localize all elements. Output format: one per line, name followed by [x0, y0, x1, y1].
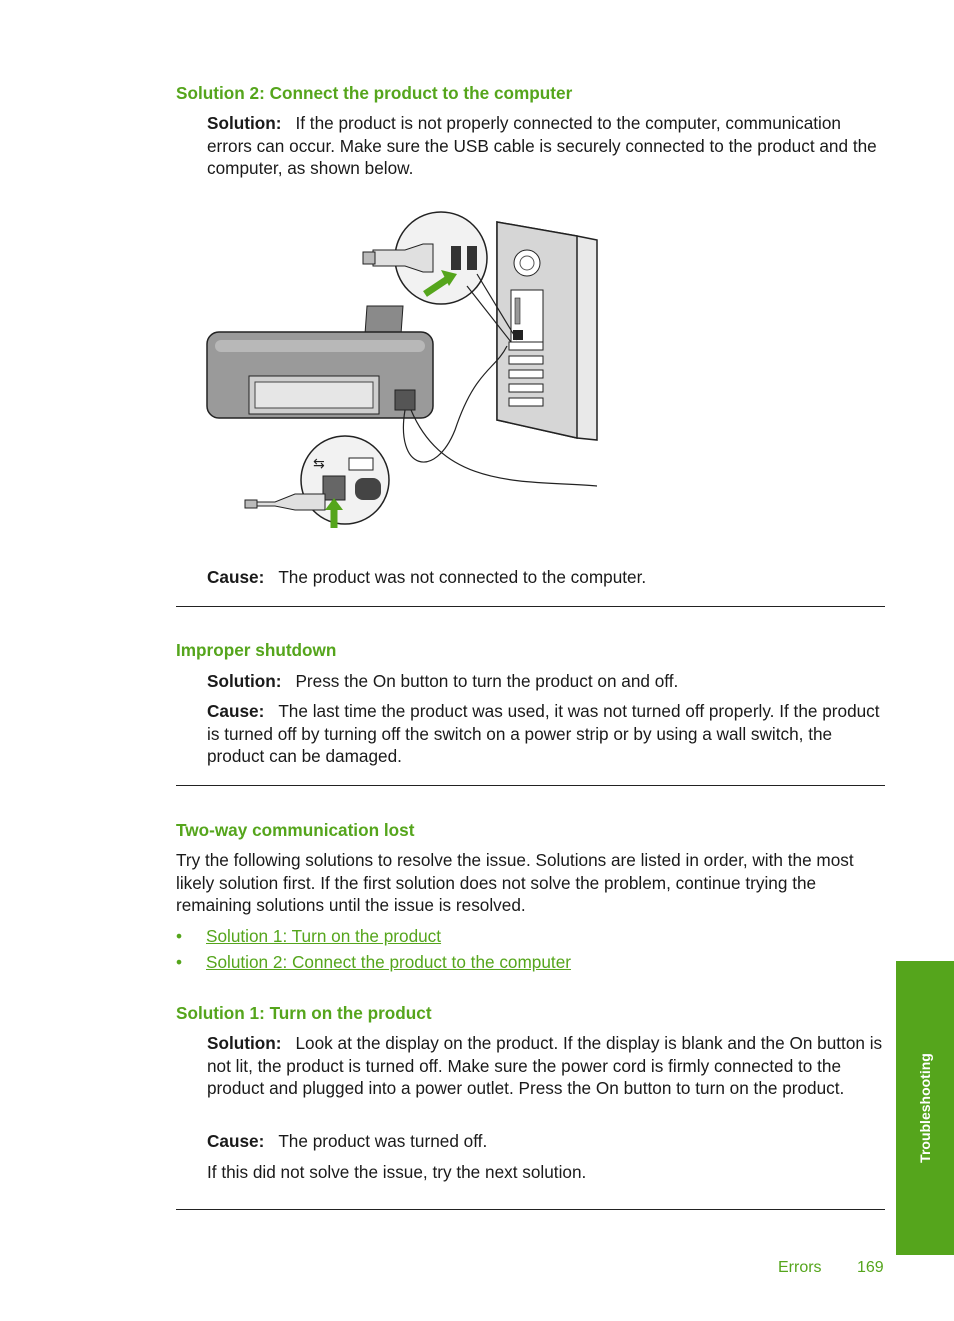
heading-two-way-communication: Two-way communication lost	[176, 820, 415, 840]
bullet: •	[176, 926, 183, 946]
heading-solution-2: Solution 2: Connect the product to the computer	[176, 83, 573, 103]
chapter-tab	[896, 961, 954, 1255]
solution-label: Solution:	[207, 1033, 282, 1053]
solution-paragraph	[207, 1032, 885, 1100]
solution-link-item	[176, 951, 876, 974]
cause-paragraph	[207, 1130, 885, 1153]
bullet: •	[176, 952, 183, 972]
cause-label: Cause:	[207, 1131, 265, 1151]
link-solution-2[interactable]: Solution 2: Connect the product to the computer	[206, 952, 571, 972]
intro-paragraph: Try the following solutions to resolve the issue. Solutions are listed in order, with the most likely solution first. If the first solution does not solve the problem, continue trying the remaining solutions until the issue is resolved.	[176, 850, 854, 915]
printer-usb-port-closeup	[245, 436, 389, 528]
solution-paragraph	[207, 670, 885, 693]
cause-text: The product was turned off.	[278, 1131, 488, 1151]
section-divider	[176, 1209, 885, 1210]
cause-label: Cause:	[207, 701, 265, 721]
link-solution-1[interactable]: Solution 1: Turn on the product	[206, 926, 442, 946]
next-solution-note: If this did not solve the issue, try the next solution.	[207, 1162, 587, 1182]
usb-connection-illustration	[205, 210, 605, 530]
solution-text: Press the On button to turn the product on and off.	[295, 671, 679, 691]
svg-text:⇆: ⇆	[313, 456, 325, 472]
heading-improper-shutdown: Improper shutdown	[176, 640, 337, 660]
solution-text: Look at the display on the product. If the display is blank and the On button is not lit, the product is turned off. Make sure the power cord is firmly connected to the product and plugged into a power outlet. Press the On button to turn on the product.	[207, 1033, 883, 1098]
solution-link-item	[176, 925, 876, 948]
chapter-tab-label: Troubleshooting	[916, 1053, 933, 1163]
printer-illustration	[207, 306, 433, 418]
cause-paragraph	[207, 700, 885, 768]
section-divider	[176, 606, 885, 607]
footer-section-name: Errors	[778, 1259, 822, 1276]
solution-text: If the product is not properly connected to the computer, communication errors can occur. Make sure the USB cable is securely connected to the product and the computer, as shown below.	[207, 113, 877, 178]
heading-solution-1: Solution 1: Turn on the product	[176, 1003, 432, 1023]
solution-label: Solution:	[207, 671, 282, 691]
cause-label: Cause:	[207, 567, 265, 587]
cause-text: The last time the product was used, it was not turned off properly. If the product is turned off by turning off the switch on a power strip or by using a wall switch, the product can be damaged.	[207, 701, 880, 766]
footer-page-number: 169	[857, 1259, 884, 1276]
solution-paragraph	[207, 112, 885, 180]
cause-text: The product was not connected to the computer.	[278, 567, 647, 587]
solution-label: Solution:	[207, 113, 282, 133]
section-divider	[176, 785, 885, 786]
cause-paragraph	[207, 566, 885, 589]
